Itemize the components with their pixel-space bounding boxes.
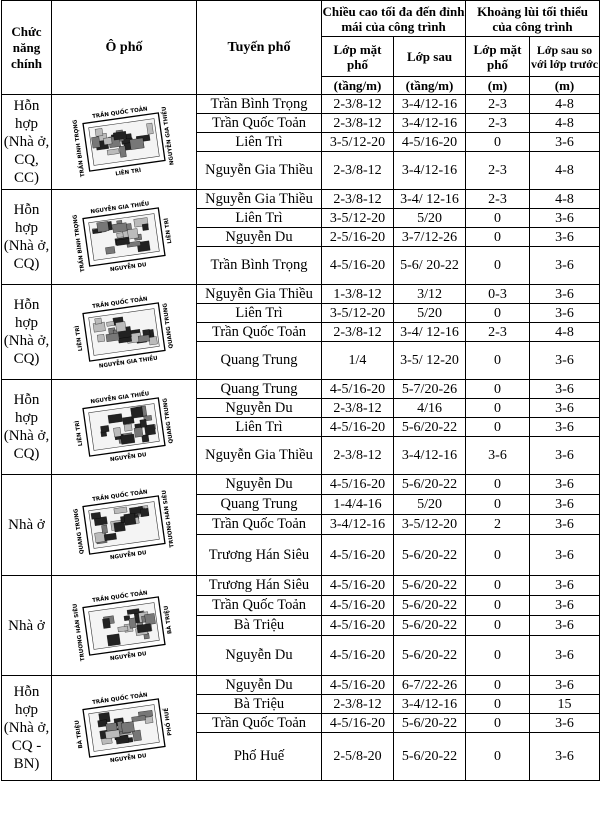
street-cell: Nguyễn Du: [197, 676, 322, 695]
building-footprint: [100, 425, 109, 432]
map-street-label: NGUYỄN GIA THIỀU: [90, 201, 150, 216]
map-street-label: QUANG TRUNG: [162, 302, 175, 349]
back-height-cell: 3-5/12-20: [394, 515, 466, 535]
front-height-cell: 2-3/8-12: [322, 399, 394, 418]
front-setback-cell: 2-3: [466, 95, 530, 114]
block-map: [52, 475, 197, 576]
street-cell: Trần Bình Trọng: [197, 247, 322, 285]
unit-back: (tầng/m): [394, 77, 466, 95]
front-height-cell: 2-5/8-20: [322, 733, 394, 781]
block-map-svg: [58, 688, 190, 768]
back-setback-cell: 3-6: [530, 636, 600, 676]
front-height-cell: 4-5/16-20: [322, 714, 394, 733]
front-setback-cell: 0: [466, 576, 530, 596]
map-street-label: QUANG TRUNG: [73, 508, 86, 555]
building-footprint: [140, 419, 147, 427]
street-cell: Quang Trung: [197, 342, 322, 380]
building-footprint: [131, 407, 144, 419]
building-footprint: [106, 321, 114, 326]
street-cell: Liên Trì: [197, 304, 322, 323]
building-footprint: [115, 321, 126, 332]
building-footprint: [95, 318, 102, 324]
front-setback-cell: 2-3: [466, 152, 530, 190]
building-footprint: [140, 508, 149, 517]
front-setback-cell: 0: [466, 733, 530, 781]
front-setback-cell: 0: [466, 342, 530, 380]
block-map: [52, 285, 197, 380]
map-street-label: BÀ TRIỆU: [74, 719, 85, 749]
back-setback-cell: 4-8: [530, 190, 600, 209]
building-footprint: [149, 337, 158, 345]
back-setback-cell: 4-8: [530, 114, 600, 133]
back-height-cell: 5/20: [394, 304, 466, 323]
back-height-cell: 5-6/20-22: [394, 616, 466, 636]
map-street-label: NGUYỄN DU: [109, 262, 147, 274]
back-height-cell: 5-6/20-22: [394, 418, 466, 437]
street-cell: Trần Quốc Toản: [197, 596, 322, 616]
front-setback-cell: 0: [466, 209, 530, 228]
street-cell: Nguyễn Gia Thiều: [197, 190, 322, 209]
front-height-cell: 2-3/8-12: [322, 114, 394, 133]
back-height-cell: 3-7/12-26: [394, 228, 466, 247]
back-height-cell: 5-6/20-22: [394, 636, 466, 676]
front-height-cell: 1/4: [322, 342, 394, 380]
map-street-label: NGUYỄN DU: [109, 650, 147, 662]
building-footprint: [95, 128, 103, 136]
table-row: [2, 95, 600, 114]
back-setback-cell: 3-6: [530, 418, 600, 437]
front-setback-cell: 0: [466, 247, 530, 285]
header-block: Ô phố: [52, 1, 197, 95]
back-height-cell: 3-4/ 12-16: [394, 323, 466, 342]
header-front-layer: Lớp mặt phố: [322, 37, 394, 77]
building-footprint: [106, 333, 119, 342]
building-footprint: [95, 532, 106, 543]
building-footprint: [145, 716, 153, 723]
building-footprint: [142, 224, 149, 231]
front-height-cell: 3-4/12-16: [322, 515, 394, 535]
back-setback-cell: 3-6: [530, 535, 600, 576]
back-height-cell: 4-5/16-20: [394, 133, 466, 152]
building-footprint: [108, 414, 123, 424]
back-setback-cell: 3-6: [530, 399, 600, 418]
street-cell: Trần Quốc Toản: [197, 323, 322, 342]
function-cell: Hỗn hợp (Nhà ở, CQ): [2, 380, 52, 475]
back-height-cell: 6-7/22-26: [394, 676, 466, 695]
back-setback-cell: 3-6: [530, 285, 600, 304]
map-street-label: NGUYỄN DU: [109, 753, 147, 765]
back-height-cell: 5-6/20-22: [394, 596, 466, 616]
front-height-cell: 4-5/16-20: [322, 636, 394, 676]
front-height-cell: 3-5/12-20: [322, 304, 394, 323]
street-cell: Bà Triệu: [197, 695, 322, 714]
function-cell: Hỗn hợp (Nhà ở, CQ): [2, 285, 52, 380]
front-height-cell: 2-5/16-20: [322, 228, 394, 247]
building-footprint: [102, 618, 110, 628]
front-height-cell: 2-3/8-12: [322, 152, 394, 190]
table-row: [2, 676, 600, 695]
front-height-cell: 4-5/16-20: [322, 535, 394, 576]
front-height-cell: 2-3/8-12: [322, 190, 394, 209]
back-height-cell: 5-6/20-22: [394, 714, 466, 733]
building-footprint: [121, 434, 135, 444]
map-street-label: LIÊN TRÌ: [163, 217, 174, 244]
block-map-svg: [58, 292, 190, 372]
map-street-label: TRẦN BÌNH TRỌNG: [72, 214, 87, 273]
street-cell: Trần Quốc Toản: [197, 515, 322, 535]
street-cell: Trần Bình Trọng: [197, 95, 322, 114]
back-setback-cell: 3-6: [530, 596, 600, 616]
street-cell: Nguyễn Du: [197, 636, 322, 676]
back-height-cell: 3-4/12-16: [394, 437, 466, 475]
back-setback-cell: 3-6: [530, 733, 600, 781]
building-footprint: [107, 633, 120, 645]
block-map: [52, 190, 197, 285]
back-height-cell: 5-6/20-22: [394, 535, 466, 576]
map-street-label: TRẦN QUỐC TOẢN: [91, 692, 149, 707]
front-setback-cell: 0: [466, 475, 530, 495]
back-height-cell: 3-4/12-16: [394, 114, 466, 133]
header-front-layer-setback: Lớp mặt phố: [466, 37, 530, 77]
front-height-cell: 3-5/12-20: [322, 209, 394, 228]
street-cell: Liên Trì: [197, 418, 322, 437]
front-setback-cell: 0: [466, 495, 530, 515]
function-cell: Hỗn hợp (Nhà ở, CQ, CC): [2, 95, 52, 190]
back-height-cell: 5-7/20-26: [394, 380, 466, 399]
map-street-label: TRẦN QUỐC TOẢN: [91, 489, 149, 504]
table-row: [2, 576, 600, 596]
header-function: Chức năng chính: [2, 1, 52, 95]
building-footprint: [134, 427, 143, 437]
building-footprint: [101, 525, 107, 533]
function-cell: Nhà ở: [2, 475, 52, 576]
building-footprint: [97, 334, 105, 342]
street-cell: Nguyễn Gia Thiều: [197, 285, 322, 304]
front-height-cell: 1-4/4-16: [322, 495, 394, 515]
building-footprint: [112, 223, 127, 233]
back-setback-cell: 4-8: [530, 323, 600, 342]
front-setback-cell: 0: [466, 418, 530, 437]
building-footprint: [138, 335, 150, 343]
front-height-cell: 4-5/16-20: [322, 247, 394, 285]
front-height-cell: 2-3/8-12: [322, 437, 394, 475]
front-height-cell: 4-5/16-20: [322, 475, 394, 495]
header-street: Tuyến phố: [197, 1, 322, 95]
front-setback-cell: 0: [466, 133, 530, 152]
map-street-label: TRẦN BÌNH TRỌNG: [72, 119, 87, 178]
block-map-svg: [58, 485, 190, 565]
map-street-label: QUANG TRUNG: [162, 397, 175, 444]
function-cell: Nhà ở: [2, 576, 52, 676]
table-row: [2, 190, 600, 209]
building-footprint: [105, 246, 115, 254]
back-setback-cell: 3-6: [530, 676, 600, 695]
front-setback-cell: 0: [466, 636, 530, 676]
front-height-cell: 4-5/16-20: [322, 616, 394, 636]
block-map-svg: [58, 586, 190, 666]
map-street-label: TRƯƠNG HÁN SIÊU: [72, 602, 87, 661]
front-height-cell: 4-5/16-20: [322, 676, 394, 695]
header-back-layer: Lớp sau: [394, 37, 466, 77]
building-footprint: [113, 427, 121, 437]
building-footprint: [129, 617, 137, 628]
street-cell: Nguyễn Gia Thiều: [197, 437, 322, 475]
back-height-cell: 5-6/20-22: [394, 576, 466, 596]
function-cell: Hỗn hợp (Nhà ở, CQ): [2, 190, 52, 285]
table-row: [2, 475, 600, 495]
front-setback-cell: 0-3: [466, 285, 530, 304]
front-setback-cell: 0: [466, 535, 530, 576]
back-setback-cell: 3-6: [530, 228, 600, 247]
front-setback-cell: 0: [466, 596, 530, 616]
front-setback-cell: 2-3: [466, 114, 530, 133]
front-setback-cell: 0: [466, 399, 530, 418]
street-cell: Phố Huế: [197, 733, 322, 781]
back-height-cell: 3-4/12-16: [394, 695, 466, 714]
back-setback-cell: 4-8: [530, 95, 600, 114]
map-street-label: LIÊN TRÌ: [74, 420, 85, 447]
front-height-cell: 4-5/16-20: [322, 380, 394, 399]
map-street-label: LIÊN TRÌ: [74, 325, 85, 352]
back-height-cell: 3-4/12-16: [394, 152, 466, 190]
front-height-cell: 4-5/16-20: [322, 596, 394, 616]
building-footprint: [121, 722, 134, 734]
back-setback-cell: 3-6: [530, 133, 600, 152]
block-map: [52, 380, 197, 475]
back-setback-cell: 3-6: [530, 714, 600, 733]
front-setback-cell: 2-3: [466, 190, 530, 209]
header-back-layer-setback: Lớp sau so với lớp trước: [530, 37, 600, 77]
back-height-cell: 3/12: [394, 285, 466, 304]
map-street-label: NGUYỄN GIA THIỀU: [90, 391, 150, 406]
building-footprint: [124, 424, 132, 431]
block-map: [52, 576, 197, 676]
table-row: [2, 380, 600, 399]
map-street-label: NGUYỄN DU: [109, 452, 147, 464]
back-setback-cell: 3-6: [530, 342, 600, 380]
back-setback-cell: 3-6: [530, 209, 600, 228]
map-street-label: PHỐ HUẾ: [163, 707, 174, 737]
map-street-label: TRẦN QUỐC TOẢN: [91, 106, 149, 121]
street-cell: Quang Trung: [197, 495, 322, 515]
building-footprint: [97, 221, 109, 232]
back-setback-cell: 3-6: [530, 616, 600, 636]
front-setback-cell: 0: [466, 304, 530, 323]
street-cell: Nguyễn Du: [197, 399, 322, 418]
function-cell: Hỗn hợp (Nhà ở, CQ - BN): [2, 676, 52, 781]
front-setback-cell: 3-6: [466, 437, 530, 475]
block-map-svg: [58, 387, 190, 467]
table-body: [2, 95, 600, 781]
front-height-cell: 2-3/8-12: [322, 323, 394, 342]
front-height-cell: 2-3/8-12: [322, 95, 394, 114]
front-height-cell: 2-3/8-12: [322, 695, 394, 714]
building-footprint: [113, 131, 126, 140]
front-setback-cell: 0: [466, 616, 530, 636]
back-setback-cell: 3-6: [530, 437, 600, 475]
back-height-cell: 5-6/20-22: [394, 475, 466, 495]
block-map-svg: [58, 197, 190, 277]
regulation-table: [1, 0, 600, 781]
building-footprint: [124, 513, 136, 525]
street-cell: Trương Hán Siêu: [197, 535, 322, 576]
front-setback-cell: 0: [466, 228, 530, 247]
block-map-svg: [58, 102, 190, 182]
back-setback-cell: 3-6: [530, 247, 600, 285]
map-street-label: NGUYỄN GIA THIỀU: [98, 355, 159, 370]
back-setback-cell: 3-6: [530, 380, 600, 399]
street-cell: Trương Hán Siêu: [197, 576, 322, 596]
building-footprint: [145, 613, 156, 625]
front-height-cell: 4-5/16-20: [322, 576, 394, 596]
building-footprint: [91, 137, 100, 149]
map-street-label: TRẦN QUỐC TOẢN: [91, 296, 149, 311]
back-height-cell: 3-4/ 12-16: [394, 190, 466, 209]
street-cell: Liên Trì: [197, 209, 322, 228]
back-setback-cell: 3-6: [530, 495, 600, 515]
back-height-cell: 5-6/20-22: [394, 733, 466, 781]
back-height-cell: 3-5/ 12-20: [394, 342, 466, 380]
header-max-height: Chiều cao tối đa đến đỉnh mái của công trình: [322, 1, 466, 37]
street-cell: Nguyễn Du: [197, 475, 322, 495]
front-setback-cell: 2-3: [466, 323, 530, 342]
front-setback-cell: 0: [466, 676, 530, 695]
front-setback-cell: 0: [466, 714, 530, 733]
back-setback-cell: 3-6: [530, 515, 600, 535]
street-cell: Nguyễn Gia Thiều: [197, 152, 322, 190]
map-street-label: TRƯƠNG HÁN SIÊU: [161, 489, 176, 548]
front-setback-cell: 0: [466, 380, 530, 399]
unit-back-setback: (m): [530, 77, 600, 95]
street-cell: Trần Quốc Toản: [197, 114, 322, 133]
unit-front-setback: (m): [466, 77, 530, 95]
back-setback-cell: 3-6: [530, 475, 600, 495]
back-setback-cell: 15: [530, 695, 600, 714]
block-map: [52, 676, 197, 781]
building-footprint: [127, 229, 138, 240]
back-height-cell: 4/16: [394, 399, 466, 418]
table-row: [2, 285, 600, 304]
building-footprint: [114, 522, 126, 532]
map-street-label: BÀ TRIỆU: [163, 604, 174, 634]
back-height-cell: 3-4/12-16: [394, 95, 466, 114]
building-footprint: [91, 512, 101, 519]
street-cell: Bà Triệu: [197, 616, 322, 636]
back-setback-cell: 3-6: [530, 304, 600, 323]
front-setback-cell: 0: [466, 695, 530, 714]
front-height-cell: 1-3/8-12: [322, 285, 394, 304]
unit-front: (tầng/m): [322, 77, 394, 95]
front-height-cell: 4-5/16-20: [322, 418, 394, 437]
front-setback-cell: 2: [466, 515, 530, 535]
building-footprint: [103, 137, 112, 145]
front-height-cell: 3-5/12-20: [322, 133, 394, 152]
map-street-label: NGUYỄN GIA THIỀU: [161, 106, 176, 166]
block-map: [52, 95, 197, 190]
map-street-label: NGUYỄN DU: [109, 550, 147, 562]
street-cell: Nguyễn Du: [197, 228, 322, 247]
building-footprint: [130, 138, 145, 150]
map-street-label: TRẦN QUỐC TOẢN: [91, 589, 149, 604]
back-setback-cell: 4-8: [530, 152, 600, 190]
map-street-label: LIÊN TRÌ: [115, 167, 142, 178]
back-height-cell: 5-6/ 20-22: [394, 247, 466, 285]
street-cell: Liên Trì: [197, 133, 322, 152]
back-height-cell: 5/20: [394, 495, 466, 515]
street-cell: Trần Quốc Toản: [197, 714, 322, 733]
back-setback-cell: 3-6: [530, 576, 600, 596]
street-cell: Quang Trung: [197, 380, 322, 399]
back-height-cell: 5/20: [394, 209, 466, 228]
header-setback: Khoảng lùi tối thiểu của công trình: [466, 1, 600, 37]
